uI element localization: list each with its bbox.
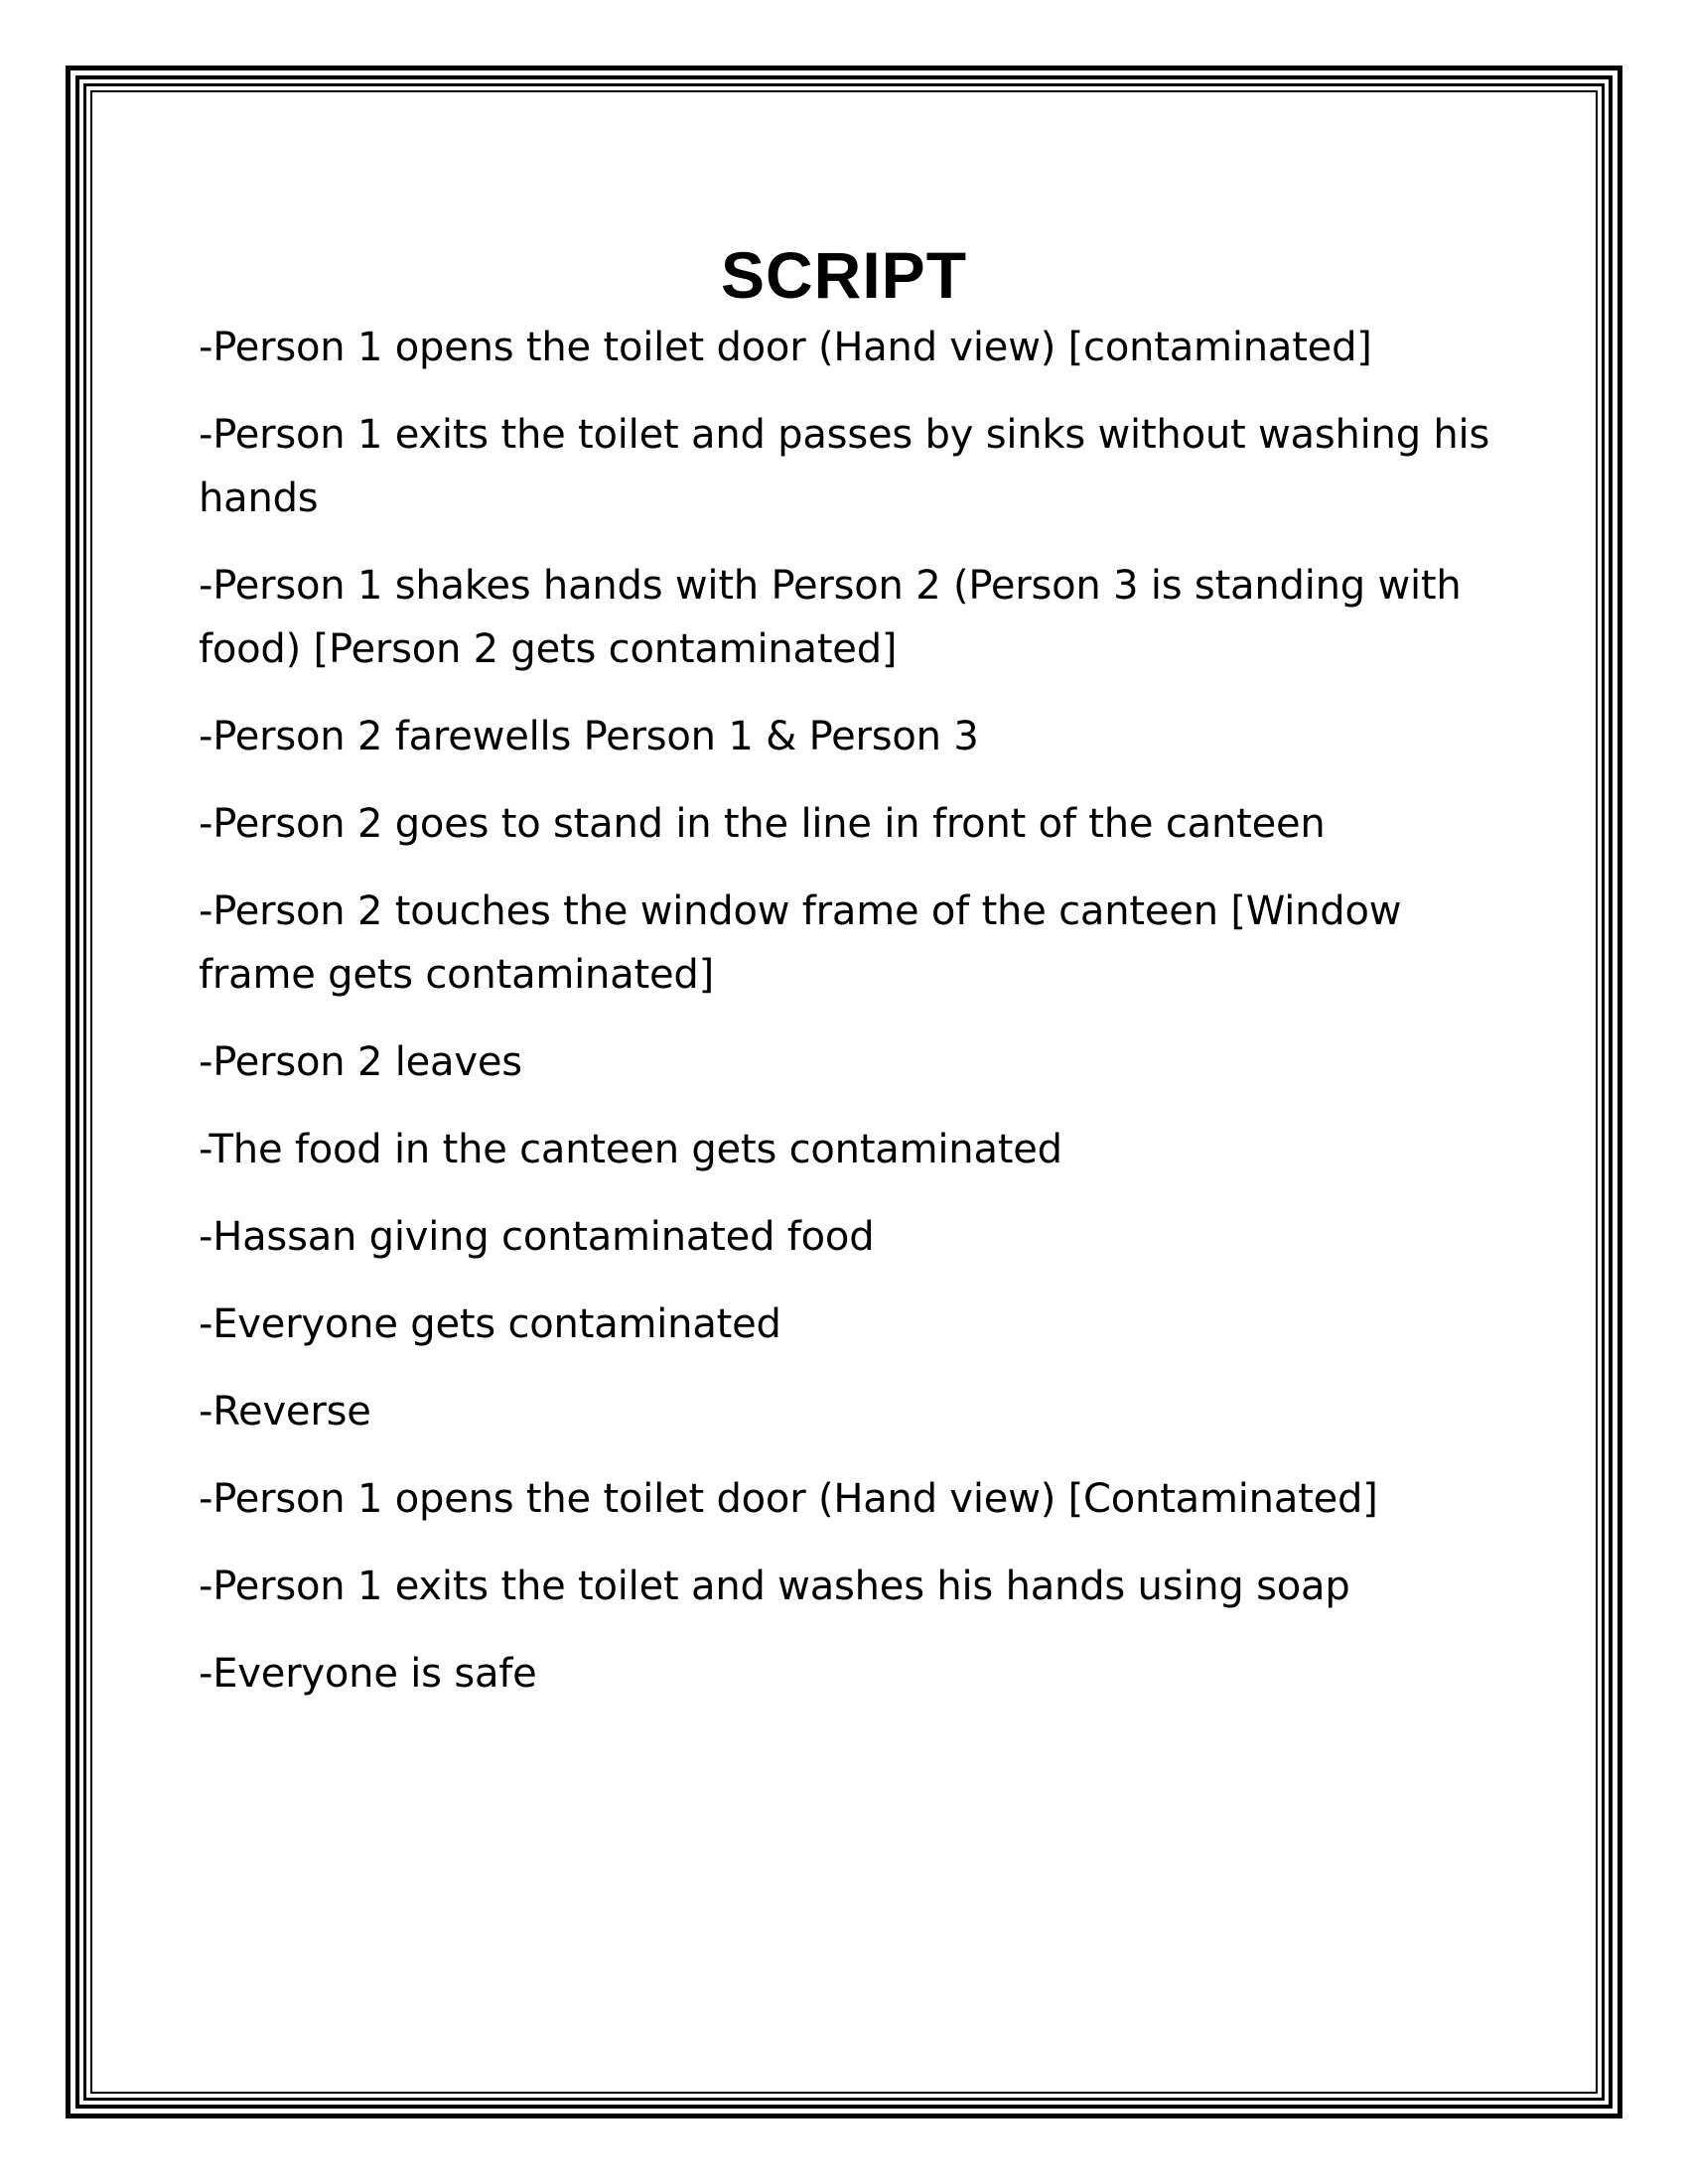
script-line: -Person 1 shakes hands with Person 2 (Person 3 is standing with food) [Person 2 gets contaminated] (199, 563, 1462, 672)
script-line: -Hassan giving contaminated food (199, 1214, 875, 1260)
script-line: -Person 1 exits the toilet and washes his hands using soap (199, 1564, 1350, 1609)
script-line: -Person 2 leaves (199, 1039, 522, 1085)
script-line: -Person 2 goes to stand in the line in front of the canteen (199, 801, 1326, 847)
script-line: -Everyone is safe (199, 1651, 537, 1697)
script-line: -Person 1 opens the toilet door (Hand view) [Contaminated] (199, 1476, 1378, 1522)
script-line: -Person 1 exits the toilet and passes by sinks without washing his hands (199, 412, 1490, 521)
script-line: -Reverse (199, 1389, 371, 1434)
script-line: -The food in the canteen gets contaminated (199, 1127, 1062, 1172)
script-line: -Everyone gets contaminated (199, 1301, 781, 1347)
script-list (199, 316, 1499, 1729)
script-line: -Person 2 farewells Person 1 & Person 3 (199, 714, 979, 759)
script-line: -Person 2 touches the window frame of the canteen [Window frame gets contaminated] (199, 888, 1402, 998)
script-line: -Person 1 opens the toilet door (Hand view) [contaminated] (199, 325, 1372, 370)
page-title: SCRIPT (720, 238, 968, 313)
